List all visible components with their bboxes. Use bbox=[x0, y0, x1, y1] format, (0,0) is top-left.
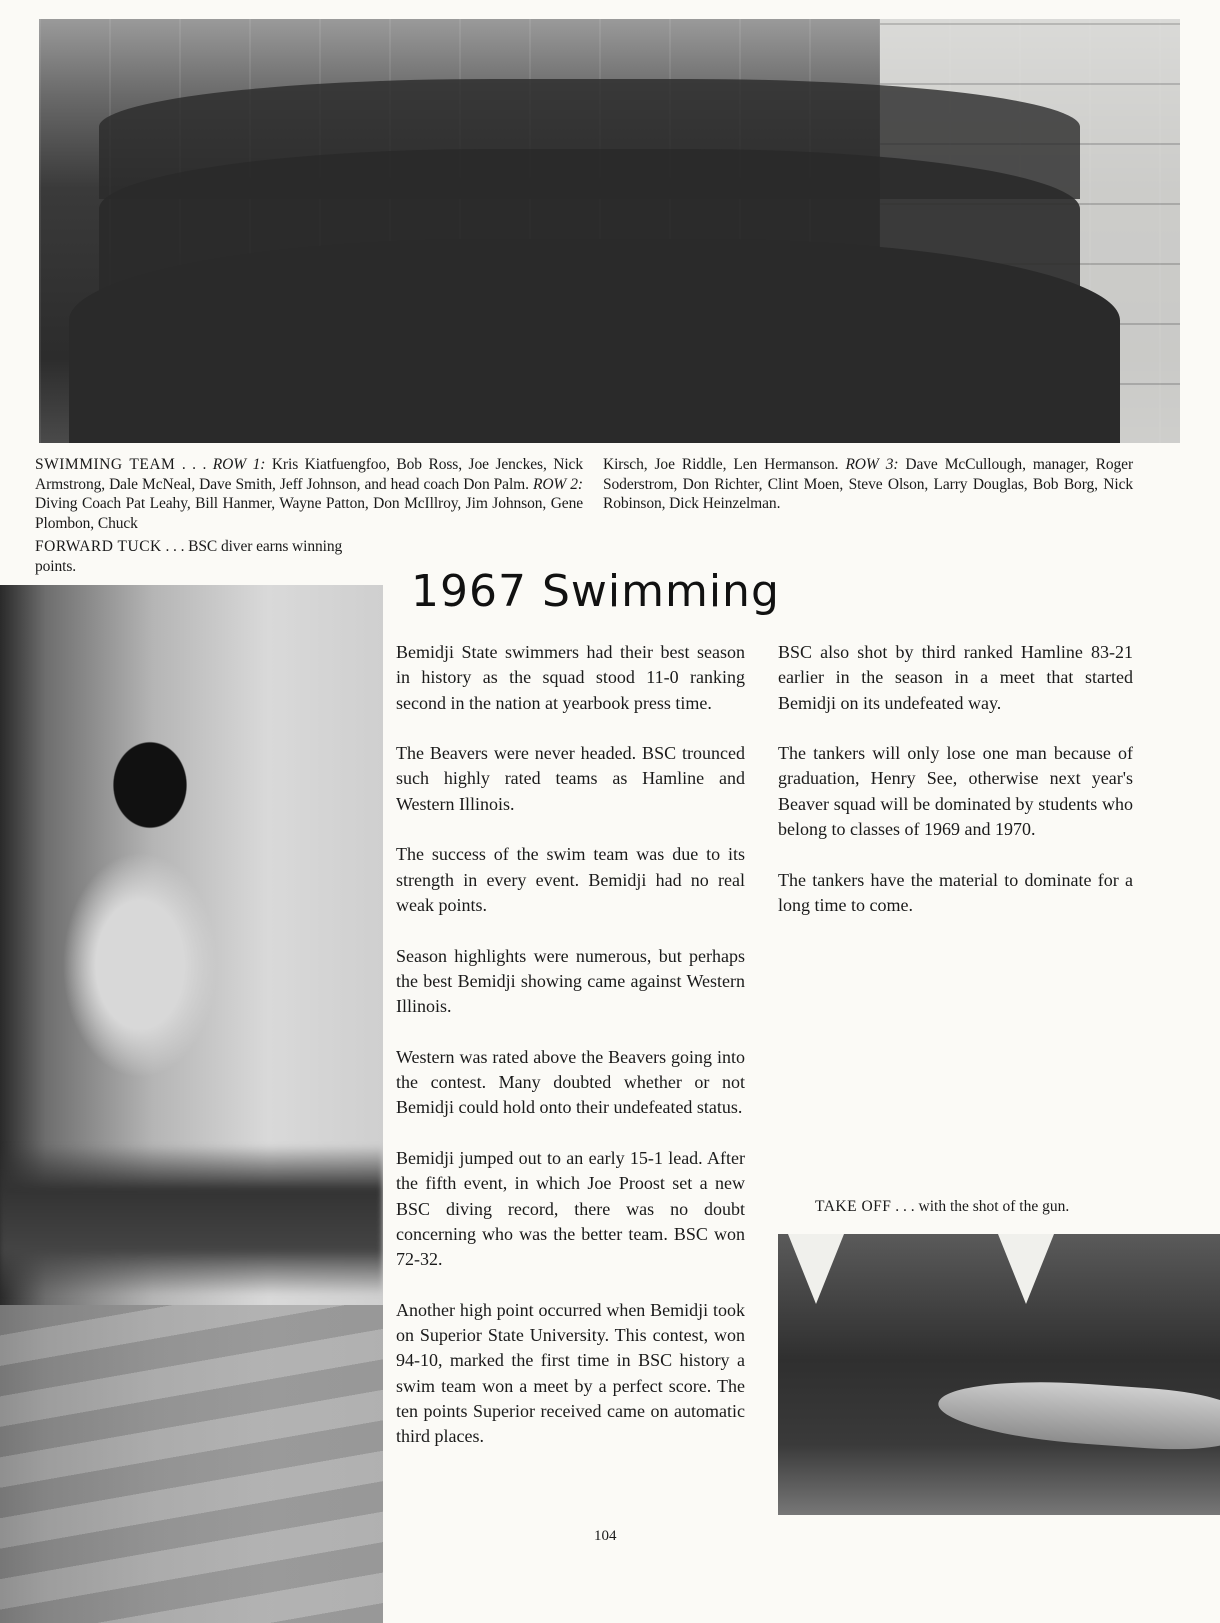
row3-names: Dave McCullough, manager, Roger Soderstrom, Don Richter, Clint Moen, Steve Olson, Larry Douglas, Bob Borg, Nick Robinson, Dick Heinzelman. bbox=[603, 456, 1134, 512]
paragraph: The Beavers were never headed. BSC trounced such highly rated teams as Hamline and Western Illinois. bbox=[396, 743, 745, 814]
dive-caption-label: FORWARD TUCK bbox=[35, 538, 162, 555]
row2-label: ROW 2: bbox=[532, 475, 583, 493]
start-caption-text: with the shot of the gun. bbox=[918, 1198, 1070, 1215]
team-photo bbox=[39, 19, 1180, 443]
caption-label: SWIMMING TEAM bbox=[35, 456, 176, 473]
paragraph: Season highlights were numerous, but perhaps the best Bemidji showing came against Western Illinois. bbox=[396, 945, 745, 1017]
pool-water bbox=[0, 1305, 383, 1623]
article-column-2 bbox=[778, 640, 1133, 944]
dive-caption bbox=[35, 537, 380, 576]
caption-sep: . . . bbox=[175, 456, 213, 473]
article-title: 1967 Swimming bbox=[411, 566, 780, 617]
start-caption-label: TAKE OFF bbox=[815, 1198, 892, 1215]
paragraph: Another high point occurred when Bemidji took on Superior State University. This contest, won 94-10, marked the first time in BSC history a swim team won a meet by a perfect score. The ten points Superior received came on automatic third places. bbox=[396, 1299, 745, 1447]
team-row-1 bbox=[69, 239, 1120, 443]
pennant-flag bbox=[998, 1234, 1054, 1304]
dive-caption-sep: . . . bbox=[161, 538, 189, 555]
team-caption-left bbox=[35, 455, 583, 533]
crowd-blur bbox=[0, 1145, 383, 1295]
paragraph: Bemidji jumped out to an early 15-1 lead. After the fifth event, in which Joe Proost set a new BSC diving record, there was no doubt concerning who was the better team. BSC won 72-32. bbox=[396, 1147, 745, 1270]
row1-label: ROW 1: bbox=[212, 456, 266, 473]
row3-label: ROW 3: bbox=[845, 456, 899, 473]
row2-names: Diving Coach Pat Leahy, Bill Hanmer, Wayne Patton, Don McIllroy, Jim Johnson, Gene Plombon, Chuck bbox=[35, 495, 583, 532]
dive-caption-text: BSC diver earns winning points. bbox=[35, 538, 343, 575]
row1-names: Kris Kiatfuengfoo, Bob Ross, Joe Jenckes, Nick Armstrong, Dale McNeal, Dave Smith, Jeff Johnson, and head coach Don Palm. bbox=[35, 456, 583, 493]
swim-start-photo bbox=[778, 1234, 1220, 1515]
paragraph: BSC also shot by third ranked Hamline 83-21 earlier in the season in a meet that started Bemidji on its undefeated way. bbox=[778, 642, 1133, 713]
paragraph: The tankers have the material to dominate for a long time to come. bbox=[778, 869, 1133, 915]
page-number: 104 bbox=[594, 1528, 617, 1544]
diver-photo bbox=[0, 585, 383, 1623]
swimmer-figure bbox=[936, 1374, 1220, 1455]
paragraph: Western was rated above the Beavers going into the contest. Many doubted whether or not Bemidji could hold onto their undefeated status. bbox=[396, 1046, 745, 1118]
paragraph: Bemidji State swimmers had their best season in history as the squad stood 11-0 ranking second in the nation at yearbook press time. bbox=[396, 642, 745, 713]
paragraph: The tankers will only lose one man because of graduation, Henry See, otherwise next year's Beaver squad will be dominated by students who belong to classes of 1969 and 1970. bbox=[778, 743, 1133, 840]
paragraph: The success of the swim team was due to its strength in every event. Bemidji had no real weak points. bbox=[396, 844, 745, 915]
team-caption-right bbox=[603, 455, 1133, 514]
article-column-1 bbox=[396, 640, 745, 1475]
row2-names-cont: Kirsch, Joe Riddle, Len Hermanson. bbox=[603, 456, 846, 473]
start-caption-sep: . . . bbox=[891, 1198, 919, 1215]
start-caption bbox=[815, 1198, 1069, 1216]
pennant-flag bbox=[788, 1234, 844, 1304]
